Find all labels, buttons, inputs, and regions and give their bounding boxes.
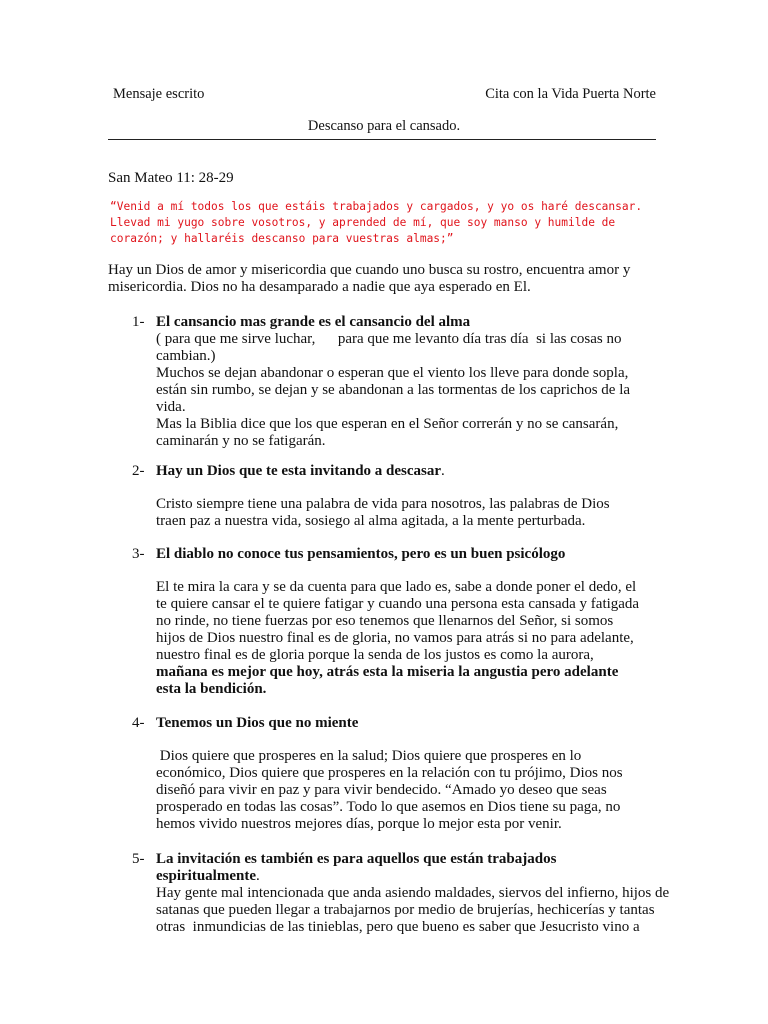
intro-paragraph xyxy=(108,262,668,296)
item-line: ( para que me sirve luchar, para que me levanto día tras día si las cosas no xyxy=(156,331,622,347)
item-bold-line: mañana es mejor que hoy, atrás esta la miseria la angustia pero adelante xyxy=(156,664,619,680)
list-item-4 xyxy=(132,715,692,833)
item-line: otras inmundicias de las tinieblas, pero que bueno es saber que Jesucristo vino a xyxy=(156,919,640,935)
header-left: Mensaje escrito xyxy=(113,86,205,102)
item-line: cambian.) xyxy=(156,348,216,364)
item-line: Mas la Biblia dice que los que esperan en el Señor correrán y no se cansarán, xyxy=(156,416,619,432)
item-line: Dios quiere que prosperes en la salud; Dios quiere que prosperes en lo xyxy=(156,748,582,764)
item-line: económico, Dios quiere que prosperes en la relación con tu prójimo, Dios nos xyxy=(156,765,623,781)
item-line: traen paz a nuestra vida, sosiego al alma agitada, a la mente perturbada. xyxy=(156,513,586,529)
scripture-verse xyxy=(110,199,650,247)
intro-line: Hay un Dios de amor y misericordia que cuando uno busca su rostro, encuentra amor y xyxy=(108,262,631,278)
item-number: 3- xyxy=(132,546,145,562)
list-item-2 xyxy=(132,463,692,530)
item-title: El cansancio mas grande es el cansancio del alma xyxy=(156,314,471,330)
item-line: están sin rumbo, se dejan y se abandonan a las tormentas de los caprichos de la xyxy=(156,382,631,398)
item-number: 5- xyxy=(132,851,145,867)
item-line: hemos vivido nuestros mejores días, porque lo mejor esta por venir. xyxy=(156,816,562,832)
header-divider xyxy=(108,139,656,140)
item-line: El te mira la cara y se da cuenta para que lado es, sabe a donde poner el dedo, el xyxy=(156,579,637,595)
header-right: Cita con la Vida Puerta Norte xyxy=(485,86,656,102)
list-item-5 xyxy=(132,851,692,936)
item-number: 2- xyxy=(132,463,145,479)
item-line: nuestro final es de gloria porque la senda de los justos es como la aurora, xyxy=(156,647,594,663)
list-item-3 xyxy=(132,546,692,698)
verse-line: corazón; y hallaréis descanso para vuestras almas;” xyxy=(110,232,454,245)
item-line: satanas que pueden llegar a trabajarnos por medio de brujerías, hechicerías y tantas xyxy=(156,902,655,918)
item-line: no rinde, no tiene fuerzas por eso tenemos que llenarnos del Señor, si somos xyxy=(156,613,614,629)
item-number: 4- xyxy=(132,715,145,731)
item-line: hijos de Dios nuestro final es de gloria, no vamos para atrás si no para adelante, xyxy=(156,630,634,646)
document-title: Descanso para el cansado. xyxy=(307,118,461,134)
item-title: Tenemos un Dios que no miente xyxy=(156,715,359,731)
item-line: Cristo siempre tiene una palabra de vida para nosotros, las palabras de Dios xyxy=(156,496,610,512)
item-line: prosperado en todas las cosas”. Todo lo que asemos en Dios tiene su paga, no xyxy=(156,799,621,815)
scripture-reference: San Mateo 11: 28-29 xyxy=(108,170,234,186)
item-title-continued: espiritualmente xyxy=(156,868,256,884)
item-line: diseñó para vivir en paz y para vivir bendecido. “Amado yo deseo que seas xyxy=(156,782,607,798)
item-line: vida. xyxy=(156,399,186,415)
intro-line: misericordia. Dios no ha desamparado a nadie que aya esperado en El. xyxy=(108,279,531,295)
verse-line: Llevad mi yugo sobre vosotros, y aprended de mí, que soy manso y humilde de xyxy=(110,216,616,229)
item-bold-line: esta la bendición. xyxy=(156,681,267,697)
item-title: Hay un Dios que te esta invitando a descasar xyxy=(156,463,442,479)
item-line: Hay gente mal intencionada que anda asiendo maldades, siervos del infierno, hijos de xyxy=(156,885,670,901)
item-title-suffix: . xyxy=(441,463,445,479)
item-line: Muchos se dejan abandonar o esperan que el viento los lleve para donde sopla, xyxy=(156,365,629,381)
item-number: 1- xyxy=(132,314,145,330)
item-line: te quiere cansar el te quiere fatigar y cuando una persona esta cansada y fatigada xyxy=(156,596,640,612)
item-title-suffix: . xyxy=(255,868,260,884)
item-title: La invitación es también es para aquellos que están trabajados xyxy=(156,851,557,867)
list-item-1 xyxy=(132,314,692,450)
item-title: El diablo no conoce tus pensamientos, pero es un buen psicólogo xyxy=(156,546,566,562)
verse-line: “Venid a mí todos los que estáis trabajados y cargados, y yo os haré descansar. xyxy=(110,200,643,213)
item-line: caminarán y no se fatigarán. xyxy=(156,433,326,449)
